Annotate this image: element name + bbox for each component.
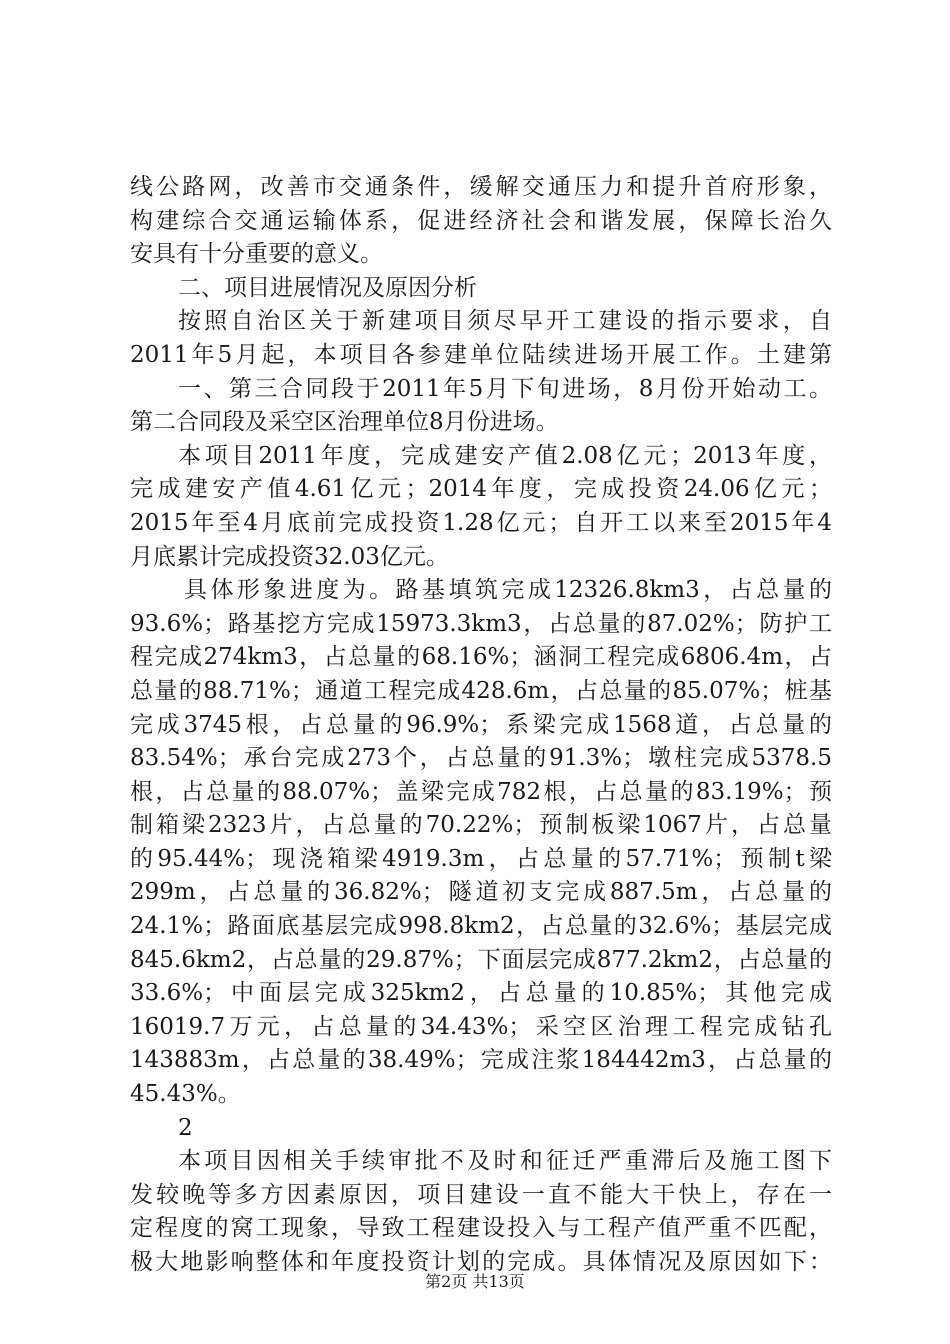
text-line: 本项目2011年度，完成建安产值2.08亿元；2013年度，	[178, 442, 832, 469]
text-line: 按照自治区关于新建项目须尽早开工建设的指示要求，自	[178, 308, 832, 335]
text-line: 构建综合交通运输体系，促进经济社会和谐发展，保障长治久	[130, 207, 832, 234]
document-body	[130, 171, 832, 1280]
text-line: 发较晚等多方因素原因，项目建设一直不能大干快上，存在一	[130, 1181, 832, 1208]
text-line: 完成3745根，占总量的96.9%；系梁完成1568道，占总量的	[130, 711, 832, 738]
text-line: 83.54%；承台完成273个，占总量的91.3%；墩柱完成5378.5	[130, 745, 832, 772]
text-line: 33.6%；中面层完成325km2，占总量的10.85%；其他完成	[130, 980, 832, 1007]
text-line: 定程度的窝工现象，导致工程建设投入与工程产值严重不匹配，	[130, 1215, 832, 1242]
text-line: 总量的88.71%；通道工程完成428.6m，占总量的85.07%；桩基	[130, 677, 832, 704]
text-line: 完成建安产值4.61亿元；2014年度，完成投资24.06亿元；	[130, 476, 832, 503]
text-line: 第二合同段及采空区治理单位8月份进场。	[130, 409, 559, 436]
text-line: 2015年至4月底前完成投资1.28亿元；自开工以来至2015年4	[130, 509, 832, 536]
text-line: 安具有十分重要的意义。	[130, 241, 383, 268]
text-line: 16019.7万元，占总量的34.43%；采空区治理工程完成钻孔	[130, 1013, 832, 1040]
text-line: 299m，占总量的36.82%；隧道初支完成887.5m，占总量的	[130, 879, 832, 906]
text-line: 45.43%。	[130, 1081, 241, 1108]
text-line: 月底累计完成投资32.03亿元。	[130, 543, 449, 570]
text-line: 线公路网，改善市交通条件，缓解交通压力和提升首府形象，	[130, 174, 832, 200]
page-marker: 2	[178, 1114, 193, 1141]
page-number-footer: 第2页 共13页	[425, 1272, 525, 1291]
text-line: 本项目因相关手续审批不及时和征迁严重滞后及施工图下	[178, 1148, 832, 1175]
text-line: 一、第三合同段于2011年5月下旬进场，8月份开始动工。	[178, 375, 832, 402]
text-line: 24.1%；路面底基层完成998.8km2，占总量的32.6%；基层完成	[130, 913, 832, 940]
text-line: 93.6%；路基挖方完成15973.3km3，占总量的87.02%；防护工	[130, 610, 832, 637]
text-line: 具体形象进度为。路基填筑完成12326.8km3，占总量的	[184, 577, 832, 604]
text-line: 极大地影响整体和年度投资计划的完成。具体情况及原因如下：	[130, 1249, 832, 1275]
text-line: 制箱梁2323片，占总量的70.22%；预制板梁1067片，占总量	[130, 812, 832, 839]
text-line: 2011年5月起，本项目各参建单位陆续进场开展工作。土建第	[130, 341, 832, 368]
text-line: 根，占总量的88.07%；盖梁完成782根，占总量的83.19%；预	[130, 778, 832, 805]
text-line: 845.6km2，占总量的29.87%；下面层完成877.2km2，占总量的	[130, 946, 832, 973]
text-line: 143883m，占总量的38.49%；完成注浆184442m3，占总量的	[130, 1047, 832, 1074]
text-line: 的95.44%；现浇箱梁4919.3m，占总量的57.71%；预制t梁	[130, 845, 832, 872]
text-line: 程完成274km3，占总量的68.16%；涵洞工程完成6806.4m，占	[130, 644, 832, 671]
section-heading: 二、项目进展情况及原因分析	[178, 274, 477, 301]
